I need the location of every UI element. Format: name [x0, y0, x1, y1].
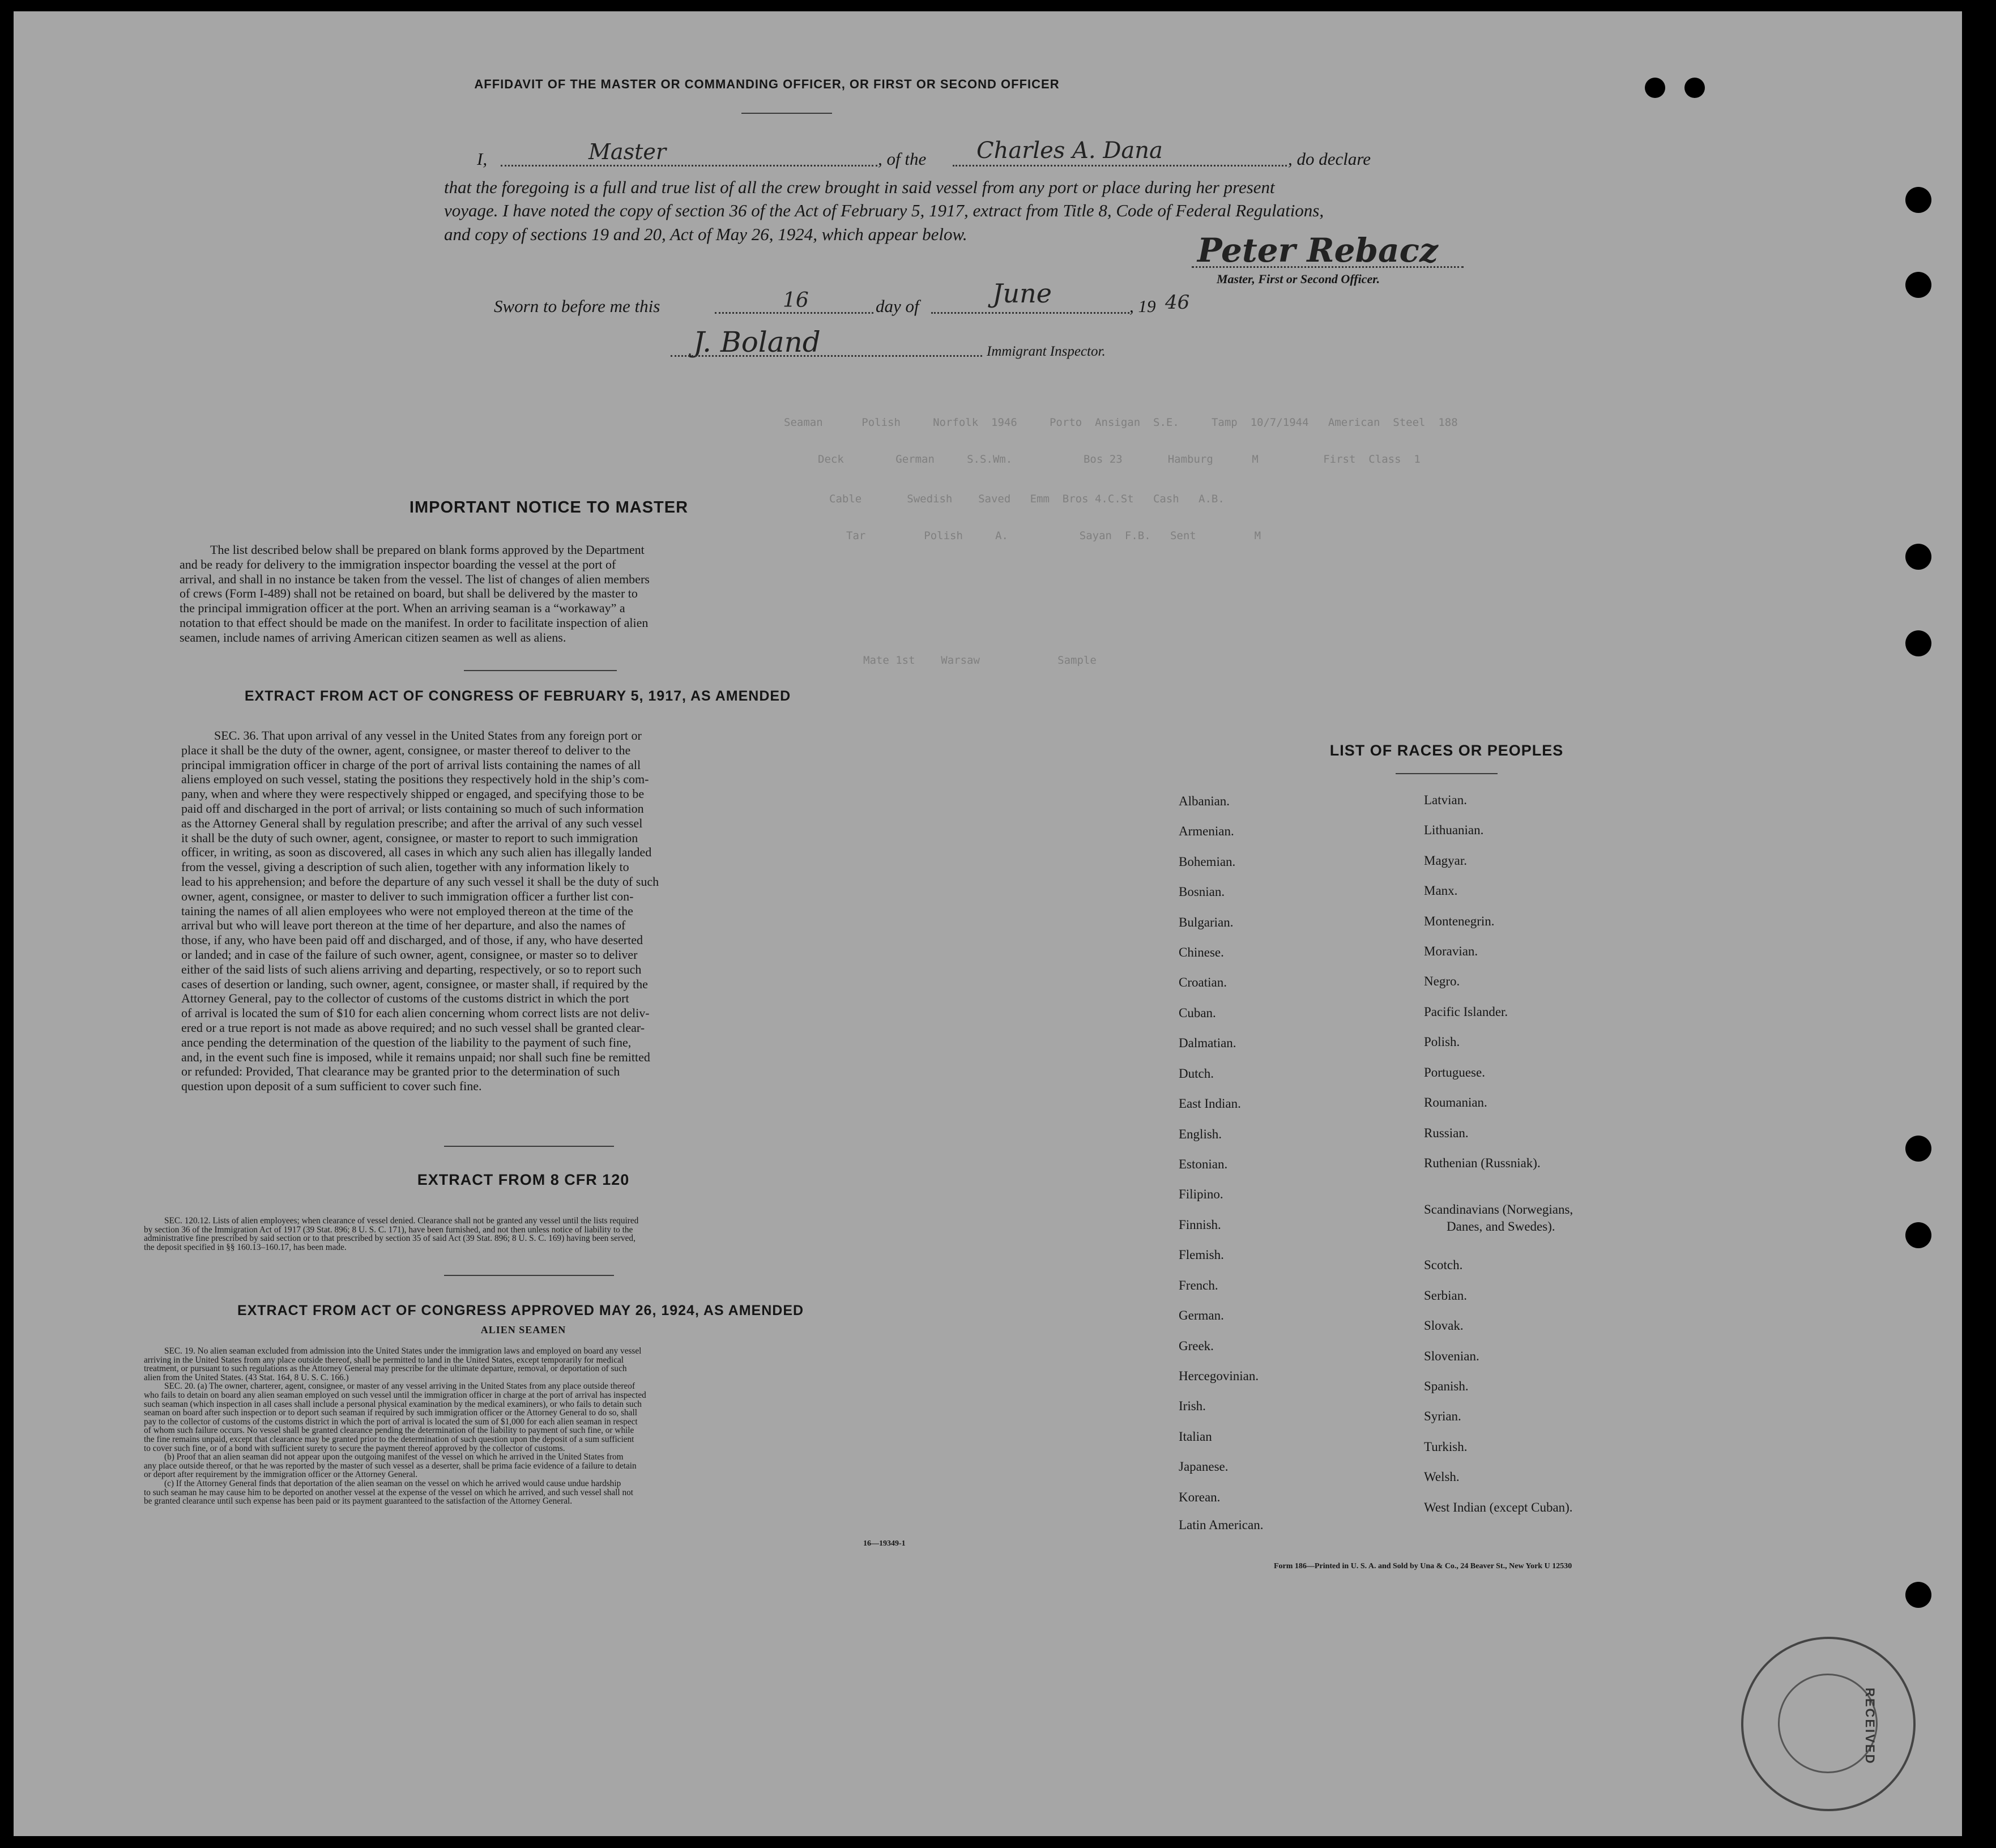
race-item: Moravian. [1424, 944, 1478, 958]
name-blank [501, 165, 877, 167]
race-item: Spanish. [1424, 1379, 1469, 1393]
notice-line: The list described below shall be prepared on blank forms approved by the Department [210, 543, 645, 557]
notice-line: of crews (Form I-489) shall not be retained on board, but shall be delivered by the master to [180, 586, 638, 601]
sec20-line: (b) Proof that an alien seaman did not appear upon the outgoing manifest of the vessel on which he arrived in the United States from [164, 1452, 624, 1462]
sec20-line: seaman on board after such inspection or to deport such seaman if required by such immigration officer or the Attorney General to do so, shall [144, 1408, 637, 1418]
ghost-row: Cable Swedish Saved Emm Bros 4.C.St Cash A.B. [829, 493, 1225, 505]
sec20-line: be granted clearance until such expense has been paid or its payment guaranteed to the satisfaction of the Attorney General. [144, 1496, 573, 1506]
sec20-line: SEC. 20. (a) The owner, charterer, agent, consignee, or master of any vessel arriving in the United States from any place outside thereof [164, 1381, 636, 1392]
cfr-line: the deposit specified in §§ 160.13–160.17, has been made. [144, 1242, 347, 1252]
race-item: Turkish. [1424, 1440, 1468, 1454]
inspector-line [671, 355, 982, 357]
race-item: Welsh. [1424, 1470, 1460, 1484]
race-item: Ruthenian (Russniak). [1424, 1156, 1541, 1170]
notice-title: IMPORTANT NOTICE TO MASTER [409, 498, 689, 517]
sec36-line: lead to his apprehension; and before the departure of any such vessel it shall be the duty of such [181, 874, 659, 889]
sec36-line: principal immigration officer in charge of the port of arrival lists containing the names of all [181, 757, 641, 772]
sec19-line: treatment, or pursuant to such regulations as the Attorney General may prescribe for the ultimate departure, removal, or deportation of such [144, 1364, 627, 1374]
cfr-line: administrative fine prescribed by said section or to that prescribed by section 35 of said Act (39 Stat. 896; 8 U. S. C. 169) having been served, [144, 1234, 636, 1244]
sec20-line: (c) If the Attorney General finds that deportation of the alien seaman on the vessel on which he arrived would cause undue hardship [164, 1478, 621, 1488]
sec20-line: pay to the collector of customs of the customs district in which the port of arrival is located the sum of $1,000 for each alien seaman in respect [144, 1416, 638, 1427]
punch-hole [1645, 78, 1665, 98]
cfr-line: SEC. 120.12. Lists of alien employees; when clearance of vessel denied. Clearance shall not be granted any vessel until the lists required [164, 1216, 639, 1226]
declare-label: , do declare [1288, 149, 1371, 169]
race-item: Korean. [1179, 1490, 1221, 1504]
month-blank [931, 312, 1129, 314]
day-handwritten: 16 [783, 289, 809, 312]
race-item: Croatian. [1179, 975, 1227, 989]
ghost-row: Deck German S.S.Wm. Bos 23 Hamburg M First Class 1 [818, 453, 1421, 466]
notice-line: notation to that effect should be made on the manifest. In order to facilitate inspection of alien [180, 615, 649, 630]
extract-1917-paragraph [181, 728, 841, 1094]
sec36-line: either of the said lists of such aliens arriving and departing, respectively, or so to report such [181, 962, 642, 976]
sec36-line: taining the names of all alien employees who were not employed thereon at the time of the [181, 903, 633, 918]
sec36-line: aliens employed on such vessel, stating the positions they respectively hold in the ship’s com- [181, 772, 649, 787]
sec36-line: place it shall be the duty of the owner, agent, consignee, or master thereof to deliver to the [181, 742, 631, 757]
race-item: Scotch. [1424, 1258, 1463, 1272]
race-item: Bohemian. [1179, 855, 1236, 869]
race-item: Slovenian. [1424, 1349, 1479, 1363]
divider [444, 1275, 614, 1276]
alien-seamen-subtitle: ALIEN SEAMEN [480, 1324, 566, 1335]
punch-hole [1905, 272, 1931, 298]
sec36-line: question upon deposit of a sum sufficient to cover such fine. [181, 1079, 482, 1094]
affidavit-line2: that the foregoing is a full and true list of all the crew brought in said vessel from any port or place during her present [444, 177, 1275, 197]
sworn-label: Sworn to before me this [494, 296, 660, 316]
divider [741, 113, 832, 114]
race-item: Filipino. [1179, 1187, 1223, 1201]
notice-line: seamen, include names of arriving American citizen seamen as well as aliens. [180, 630, 566, 645]
sec36-line: from the vessel, giving a description of such alien, together with any information likely to [181, 860, 629, 874]
sec20-line: of whom such failure occurs. No vessel shall be granted clearance pending the determination of the liability to payment of such fine, or while [144, 1426, 634, 1436]
extract-1924-paragraph [144, 1347, 937, 1506]
ghost-row: Tar Polish A. Sayan F.B. Sent M [846, 530, 1261, 542]
i-label: I, [477, 149, 488, 169]
punch-hole [1905, 544, 1931, 570]
affidavit-line1 [467, 138, 1520, 172]
punch-hole [1905, 1136, 1931, 1162]
sec20-line: or deport after requirement by the immigration officer or the Attorney General. [144, 1470, 418, 1480]
punch-hole [1905, 630, 1931, 656]
race-item: Syrian. [1424, 1409, 1461, 1423]
sec36-line: SEC. 36. That upon arrival of any vessel in the United States from any foreign port or [214, 728, 642, 742]
punch-hole [1905, 1582, 1931, 1608]
race-item: Greek. [1179, 1339, 1214, 1353]
punch-hole [1905, 187, 1931, 213]
of-the-label: , of the [878, 149, 927, 169]
ghost-row: Seaman Polish Norfolk 1946 Porto Ansigan S.E. Tamp 10/7/1944 American Steel 188 [784, 416, 1458, 429]
sec36-line: paid off and discharged in the port of arrival; or lists containing so much of such information [181, 801, 644, 816]
vessel-name-handwritten: Charles A. Dana [976, 138, 1163, 164]
sec36-line: it shall be the duty of such owner, agent, consignee, or master to report to such immigration [181, 830, 638, 845]
race-item: Finnish. [1179, 1218, 1221, 1232]
sworn-line [494, 278, 1230, 319]
race-item: Russian. [1424, 1126, 1469, 1140]
year-prefix: , 19 [1129, 296, 1156, 316]
sec36-line: owner, agent, consignee, or master to deliver to such immigration officer a further list con- [181, 889, 634, 903]
race-item: Albanian. [1179, 794, 1230, 808]
sec20-line: who fails to detain on board any alien seaman employed on such vessel until the immigration officer in charge at the port of arrival has inspected [144, 1390, 646, 1400]
inspector-title: Immigrant Inspector. [987, 344, 1106, 359]
notice-line: arrival, and shall in no instance be taken from the vessel. The list of changes of alien members [180, 571, 650, 586]
extract-1924-title: EXTRACT FROM ACT OF CONGRESS APPROVED MAY 26, 1924, AS AMENDED [237, 1303, 804, 1318]
race-item: Hercegovinian. [1179, 1369, 1259, 1383]
race-item: French. [1179, 1278, 1218, 1292]
race-item: Bosnian. [1179, 885, 1225, 899]
affidavit-line3: voyage. I have noted the copy of section 36 of the Act of February 5, 1917, extract from Title 8, Code of Federal Regulations, [444, 200, 1324, 220]
sec36-line: ered or a true report is not made as above required; and no such vessel shall be granted clear- [181, 1020, 645, 1035]
sec20-line: to such seaman he may cause him to be deported on another vessel at the expense of the vessel on which he arrived, and such vessel shall not [144, 1487, 634, 1497]
races-title: LIST OF RACES OR PEOPLES [1329, 742, 1564, 759]
signer-title: Master, First or Second Officer. [1217, 272, 1380, 286]
sec19-line: alien from the United States. (43 Stat. 164, 8 U. S. C. 166.) [144, 1372, 349, 1382]
cfr-line: by section 36 of the Immigration Act of 1917 (39 Stat. 896; 8 U. S. C. 171), have been furnished, and not then unless notice of liability to the [144, 1224, 633, 1235]
sec20-line: the fine remains unpaid, except that clearance may be granted prior to the determination of such question upon the deposit of a sum sufficient [144, 1434, 634, 1444]
sec36-line: or landed; and in case of the failure of such owner, agent, consignee, or master so to deliver [181, 947, 638, 962]
sec36-line: ance pending the determination of the question of the liability to the payment of such fine, [181, 1035, 632, 1049]
month-handwritten: June [992, 278, 1052, 309]
race-item: East Indian. [1179, 1096, 1241, 1111]
race-item: Polish. [1424, 1035, 1460, 1049]
sec36-line: or refunded: Provided, That clearance may be granted prior to the determination of such [181, 1064, 620, 1079]
manifest-page [14, 11, 1962, 1836]
ghost-row: Mate 1st Warsaw Sample [863, 654, 1097, 667]
punch-hole [1684, 78, 1705, 98]
race-item: Portuguese. [1424, 1065, 1485, 1079]
sec36-line: of arrival is located the sum of $10 for each alien concerning whom correct lists are not deliv- [181, 1006, 650, 1021]
extract-1917-title: EXTRACT FROM ACT OF CONGRESS OF FEBRUARY 5, 1917, AS AMENDED [244, 688, 791, 704]
race-item: Dalmatian. [1179, 1036, 1236, 1050]
race-item: West Indian (except Cuban). [1424, 1500, 1573, 1514]
master-handwritten: Master [588, 139, 666, 164]
notice-line: and be ready for delivery to the immigration inspector boarding the vessel at the port of [180, 557, 616, 571]
notice-paragraph [180, 543, 839, 645]
race-item: Chinese. [1179, 945, 1224, 959]
sec36-line: officer, in writing, as soon as discovered, all cases in which any such alien has illegally landed [181, 845, 652, 860]
race-item: Flemish. [1179, 1248, 1224, 1262]
sec36-line: arrival but who will leave port thereon at the time of her departure, and also the names of [181, 918, 626, 933]
form-footer: Form 186—Printed in U. S. A. and Sold by Una & Co., 24 Beaver St., New York U 12530 [1274, 1562, 1572, 1570]
punch-hole [1905, 1222, 1931, 1248]
divider [444, 1146, 614, 1147]
master-signature: Peter Rebacz [1197, 231, 1438, 270]
sec36-line: those, if any, who have been paid off and discharged, and of those, if any, who have deserted [181, 933, 643, 948]
race-item: Roumanian. [1424, 1095, 1487, 1109]
race-item: Magyar. [1424, 853, 1468, 868]
form-code: 16—19349-1 [863, 1539, 906, 1548]
cfr-title: EXTRACT FROM 8 CFR 120 [417, 1171, 630, 1188]
affidavit-title: AFFIDAVIT OF THE MASTER OR COMMANDING OFFICER, OR FIRST OR SECOND OFFICER [474, 77, 1060, 91]
day-of-label: day of [876, 296, 919, 316]
received-stamp-text: RECEIVED [1863, 1688, 1877, 1765]
sec36-line: Attorney General, pay to the collector of customs of the customs district in which the port [181, 991, 629, 1006]
race-item: Manx. [1424, 884, 1458, 898]
race-item: Pacific Islander. [1424, 1005, 1508, 1019]
vessel-blank [953, 165, 1287, 167]
sec36-line: pany, when and where they were respectively shipped or engaged, and specifying those to be [181, 787, 645, 801]
notice-line: the principal immigration officer at the port. When an arriving seaman is a “workaway” a [180, 601, 625, 616]
sec20-line: such seaman (which inspection in all cases shall include a personal physical examination by the medical examiners), or who fails to detain such [144, 1399, 642, 1409]
race-item: Japanese. [1179, 1459, 1229, 1474]
race-item: Irish. [1179, 1399, 1206, 1413]
race-item: Latvian. [1424, 793, 1467, 807]
race-item: Italian [1179, 1429, 1212, 1444]
race-item: Serbian. [1424, 1288, 1468, 1303]
day-blank [715, 312, 873, 314]
divider [464, 670, 617, 671]
sec20-line: any place outside thereof, or that he was reported by the master of such vessel as a deserter, shall be prima facie evidence of a failure to detain [144, 1461, 637, 1471]
race-item: Cuban. [1179, 1006, 1216, 1020]
affidavit-line4: and copy of sections 19 and 20, Act of May 26, 1924, which appear below. [444, 224, 967, 244]
race-item: Negro. [1424, 974, 1460, 988]
cfr-paragraph [144, 1217, 937, 1252]
sec36-line: as the Attorney General shall by regulation prescribe; and after the arrival of any such vessel [181, 816, 643, 830]
race-item: Estonian. [1179, 1157, 1228, 1171]
race-item: Scandinavians (Norwegians, [1424, 1202, 1573, 1217]
divider [1396, 773, 1498, 774]
race-item: Dutch. [1179, 1066, 1214, 1081]
sec19-line: arriving in the United States from any place outside thereof, shall be permitted to land in the United States, except temporarily for medical [144, 1355, 624, 1365]
race-item: German. [1179, 1308, 1224, 1322]
race-item: Lithuanian. [1424, 823, 1484, 837]
sec36-line: and, in the event such fine is imposed, while it remains unpaid; nor shall such fine be remitted [181, 1049, 650, 1064]
sec36-line: cases of desertion or landing, such owner, agent, consignee, or master shall, if required by the [181, 976, 648, 991]
year-handwritten: 46 [1165, 291, 1190, 314]
race-item: Latin American. [1179, 1518, 1264, 1532]
race-item: Slovak. [1424, 1318, 1464, 1333]
sec20-line: to cover such fine, or of a bond with sufficient surety to secure the payment thereof approved by the collector of customs. [144, 1443, 565, 1453]
race-item: Bulgarian. [1179, 915, 1234, 929]
race-item: English. [1179, 1127, 1222, 1141]
race-item: Armenian. [1179, 824, 1234, 838]
race-item: Danes, and Swedes). [1447, 1219, 1555, 1234]
inspector-signature: J. Boland [693, 326, 821, 358]
sec19-line: SEC. 19. No alien seaman excluded from admission into the United States under the immigration laws and employed on board any vessel [164, 1346, 642, 1356]
race-item: Montenegrin. [1424, 914, 1495, 928]
